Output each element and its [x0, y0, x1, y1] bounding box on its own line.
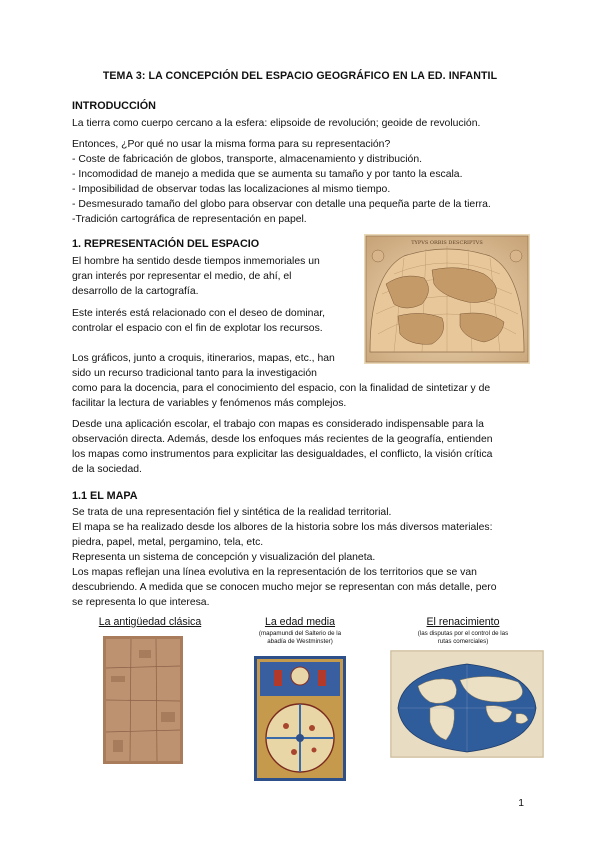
page-title: TEMA 3: LA CONCEPCIÓN DEL ESPACIO GEOGRÁFICO EN LA ED. INFANTIL: [102, 70, 498, 82]
papyrus-map-image: [103, 636, 183, 764]
subcaption-line: (mapamundi del Salterio de la: [258, 630, 342, 637]
subcaption-line: rutas comerciales): [437, 638, 489, 645]
intro-bullet: - Coste de fabricación de globos, transporte, almacenamiento y distribución.: [72, 154, 423, 165]
paragraph-line: piedra, papel, metal, pergamino, tela, etc.: [72, 537, 264, 548]
paragraph-line: facilitar la lectura de variables y fenómenos más complejos.: [72, 398, 347, 409]
paragraph-line: gran interés por representar el medio, de ahí, el: [72, 271, 292, 282]
ptolemy-map-image: [364, 234, 530, 364]
paragraph-line: El hombre ha sentido desde tiempos inmemoriales un: [72, 256, 320, 267]
figure-subcaption-middle-ages: [220, 630, 380, 646]
renaissance-map-image: [390, 650, 544, 758]
section11-heading: 1.1 EL MAPA: [72, 490, 138, 502]
subcaption-line: (las disputas por el control de las: [417, 630, 509, 637]
page-number: 1: [518, 798, 524, 809]
figure-caption-antiquity: La antigüedad clásica: [98, 616, 202, 628]
section1-paragraph: [72, 417, 528, 477]
intro-heading: INTRODUCCIÓN: [72, 100, 156, 112]
intro-bullet: - Imposibilidad de observar todas las localizaciones al mismo tiempo.: [72, 184, 391, 195]
intro-list: [72, 137, 528, 227]
figure-caption-renaissance: El renacimiento: [426, 616, 500, 628]
section11-paragraph: [72, 505, 528, 610]
intro-bullet: -Tradición cartográfica de representación en papel.: [72, 214, 307, 225]
paragraph-line: controlar el espacio con el fin de explotar los recursos.: [72, 323, 323, 334]
paragraph-line: Desde una aplicación escolar, el trabajo con mapas es considerado indispensable para la: [72, 419, 484, 430]
paragraph-line: Este interés está relacionado con el deseo de dominar,: [72, 308, 325, 319]
map-inscription: TYPVS ORBIS DESCRIPTVS: [411, 240, 483, 246]
section1-heading: 1. REPRESENTACIÓN DEL ESPACIO: [72, 238, 260, 250]
intro-line: La tierra como cuerpo cercano a la esfera: elipsoide de revolución; geoide de revolución.: [72, 118, 481, 129]
paragraph-line: como para la docencia, para el conocimiento del espacio, con la finalidad de sintetizar y de: [72, 383, 491, 394]
paragraph-line: El mapa se ha realizado desde los albores de la historia sobre los más diversos materiales:: [72, 522, 493, 533]
subcaption-line: abadía de Westminster): [267, 638, 333, 645]
paragraph-line: de la sociedad.: [72, 464, 142, 475]
paragraph-line: se representa lo que interesa.: [72, 597, 210, 608]
paragraph-line: Se trata de una representación fiel y sintética de la realidad territorial.: [72, 507, 392, 518]
section1-paragraph: [72, 254, 362, 299]
figure-caption-middle-ages: La edad media: [264, 616, 336, 628]
paragraph-line: Los gráficos, junto a croquis, itinerarios, mapas, etc., han: [72, 353, 335, 364]
intro-question: Entonces, ¿Por qué no usar la misma forma para su representación?: [72, 139, 391, 150]
paragraph-line: descubriendo. A medida que se conocen mucho mejor se representan con más detalle, pero: [72, 582, 497, 593]
paragraph-line: observación directa. Además, desde los enfoques más recientes de la geografía, entienden: [72, 434, 493, 445]
paragraph-line: sido un recurso tradicional tanto para la investigación: [72, 368, 317, 379]
paragraph-line: los mapas como instrumentos para explicitar las desigualdades, el conflicto, la visión crítica: [72, 449, 493, 460]
intro-bullet: - Desmesurado tamaño del globo para observar con detalle una pequeña parte de la tierra.: [72, 199, 491, 210]
paragraph-line: desarrollo de la cartografía.: [72, 286, 199, 297]
intro-paragraph: [72, 116, 528, 131]
section1-paragraph: [72, 306, 362, 336]
intro-bullet: - Incomodidad de manejo a medida que se aumenta su tamaño y por tanto la escala.: [72, 169, 463, 180]
paragraph-line: Los mapas reflejan una línea evolutiva en la representación de los territorios que se van: [72, 567, 477, 578]
medieval-map-image: [254, 656, 346, 781]
figure-subcaption-renaissance: [383, 630, 543, 646]
paragraph-line: Representa un sistema de concepción y visualización del planeta.: [72, 552, 376, 563]
